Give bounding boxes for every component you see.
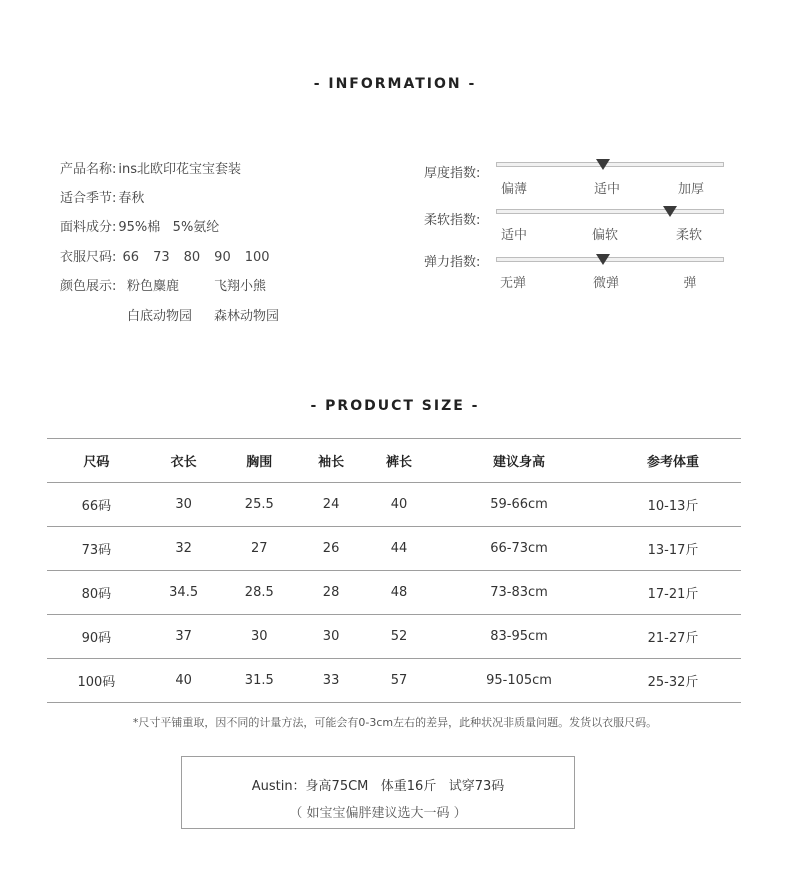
size-option: 73 (153, 250, 170, 265)
size-option: 100 (244, 250, 270, 265)
table-cell: 57 (365, 659, 433, 703)
table-cell: 83-95cm (433, 615, 605, 659)
size-list (123, 250, 284, 265)
softness-index-track (496, 209, 724, 214)
info-row-sizes (60, 246, 284, 265)
table-cell: 66码 (47, 483, 146, 527)
table-cell: 90码 (47, 615, 146, 659)
size-table (47, 438, 741, 703)
information-title: - INFORMATION - (313, 76, 477, 92)
table-row (47, 527, 741, 571)
tick-label: 加厚 (677, 182, 704, 197)
table-cell: 28 (297, 571, 365, 615)
column-header: 袖长 (297, 439, 365, 483)
color-option: 森林动物园 (214, 309, 280, 324)
table-cell: 13-17斤 (605, 527, 741, 571)
table-cell: 25-32斤 (605, 659, 741, 703)
table-cell: 95-105cm (433, 659, 605, 703)
table-cell: 52 (365, 615, 433, 659)
table-cell: 30 (297, 615, 365, 659)
thickness-index-marker (596, 159, 610, 170)
table-cell: 27 (221, 527, 297, 571)
column-header: 裤长 (365, 439, 433, 483)
size-option: 80 (183, 250, 201, 265)
table-cell: 34.5 (146, 571, 222, 615)
tick-label: 弹 (683, 276, 697, 291)
column-header: 尺码 (47, 439, 146, 483)
size-option: 90 (214, 250, 231, 265)
thickness-index-track (496, 162, 724, 167)
tick-label: 偏薄 (500, 182, 527, 197)
info-value: 95%棉 5%氨纶 (118, 220, 220, 235)
table-cell: 37 (146, 615, 222, 659)
table-cell: 10-13斤 (605, 483, 741, 527)
tick-label: 偏软 (591, 228, 618, 243)
softness-index-label: 柔软指数: (424, 213, 481, 228)
fit-reference-line: Austin：身高75CM 体重16斤 试穿73码 (251, 779, 505, 794)
color-option: 飞翔小熊 (214, 279, 267, 294)
elasticity-index-track (496, 257, 724, 262)
column-header: 建议身高 (433, 439, 605, 483)
table-cell: 66-73cm (433, 527, 605, 571)
table-row (47, 659, 741, 703)
info-row-season (60, 187, 144, 206)
info-value: 春秋 (118, 191, 145, 206)
info-key: 产品名称: (60, 162, 117, 177)
info-row-fabric (60, 216, 219, 235)
tick-label: 适中 (593, 182, 620, 197)
table-cell: 30 (146, 483, 222, 527)
tick-label: 柔软 (675, 228, 702, 243)
table-row (47, 571, 741, 615)
table-cell: 73-83cm (433, 571, 605, 615)
table-cell: 44 (365, 527, 433, 571)
tick-label: 适中 (500, 228, 527, 243)
product-size-title: - PRODUCT SIZE - (310, 398, 480, 414)
table-row (47, 615, 741, 659)
table-cell: 30 (221, 615, 297, 659)
column-header: 衣长 (146, 439, 222, 483)
tick-label: 微弹 (592, 276, 619, 291)
info-value: ins北欧印花宝宝套装 (118, 162, 242, 177)
table-cell: 31.5 (221, 659, 297, 703)
fit-suggestion-line: （ 如宝宝偏胖建议选大一码 ） (289, 806, 467, 821)
table-header-row (47, 439, 741, 483)
size-option: 66 (122, 250, 140, 265)
info-key: 衣服尺码: (60, 250, 117, 265)
table-cell: 33 (297, 659, 365, 703)
table-cell: 17-21斤 (605, 571, 741, 615)
table-cell: 21-27斤 (605, 615, 741, 659)
table-cell: 73码 (47, 527, 146, 571)
info-row-colors (60, 275, 116, 294)
elasticity-index-marker (596, 254, 610, 265)
elasticity-index-label: 弹力指数: (424, 255, 481, 270)
size-note: *尺寸平铺重取，因不同的计量方法，可能会有0-3cm左右的差异，此种状况非质量问题。发货以衣服尺码。 (132, 716, 658, 729)
table-cell: 25.5 (221, 483, 297, 527)
column-header: 胸围 (221, 439, 297, 483)
info-key: 颜色展示: (60, 279, 117, 294)
table-cell: 28.5 (221, 571, 297, 615)
info-key: 适合季节: (60, 191, 117, 206)
softness-index-marker (663, 206, 677, 217)
table-cell: 48 (365, 571, 433, 615)
table-cell: 32 (146, 527, 222, 571)
color-option: 粉色麋鹿 (127, 279, 180, 294)
table-cell: 100码 (47, 659, 146, 703)
table-cell: 26 (297, 527, 365, 571)
table-cell: 40 (365, 483, 433, 527)
table-cell: 24 (297, 483, 365, 527)
fit-reference-box (181, 756, 575, 829)
column-header: 参考体重 (605, 439, 741, 483)
table-cell: 40 (146, 659, 222, 703)
table-cell: 80码 (47, 571, 146, 615)
thickness-index-label: 厚度指数: (424, 166, 481, 181)
info-key: 面料成分: (60, 220, 117, 235)
info-row-product-name (60, 158, 241, 177)
tick-label: 无弹 (499, 276, 526, 291)
table-row (47, 483, 741, 527)
color-option: 白底动物园 (127, 309, 193, 324)
table-cell: 59-66cm (433, 483, 605, 527)
